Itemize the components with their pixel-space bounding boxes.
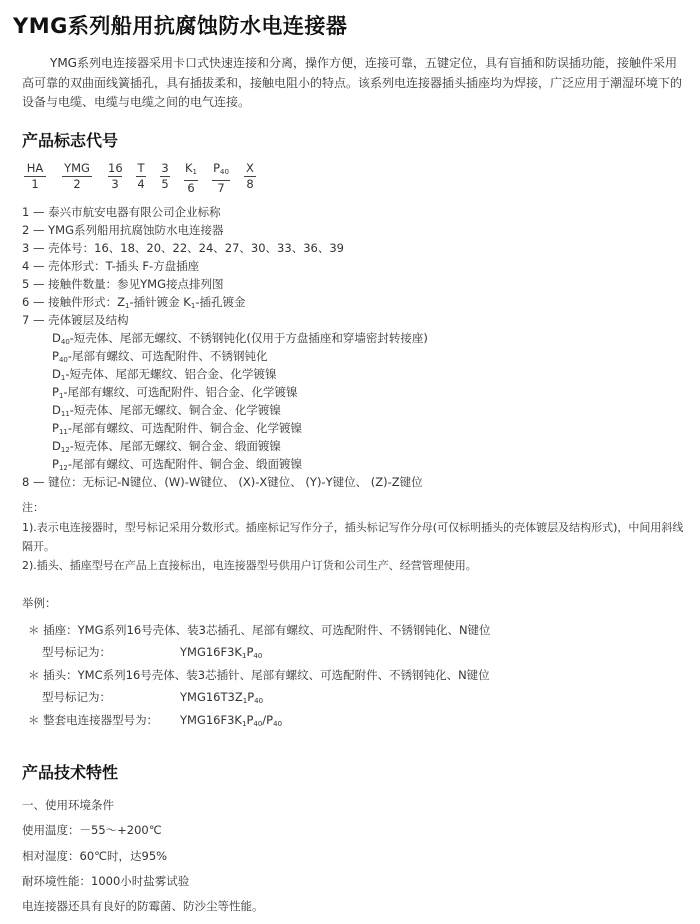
page-title: YMG系列船用抗腐蚀防水电连接器 (13, 14, 348, 38)
example-2: ＊ 插头：YMC系列16号壳体、装3芯插针、尾部有螺纹、可选配附件、不锈钢钝化、N键位 (28, 668, 490, 682)
code-item-4: 4 — 壳体形式：T-插头 F-方盘插座 (22, 259, 200, 273)
example-2-model: $YMG16T3Z_1P_{40}$ (180, 690, 264, 705)
spec-line: 电连接器还具有良好的防霉菌、防沙尘等性能。 (22, 899, 264, 913)
env-conditions-heading: 一、使用环境条件 (22, 798, 114, 812)
example-1-label: 型号标记为： (42, 645, 111, 659)
example-1: ＊ 插座：YMG系列16号壳体、装3芯插孔、尾部有螺纹、可选配附件、不锈钢钝化、N键位 (28, 623, 491, 637)
plating-row: $D_{11}-$短壳体、尾部无螺纹、铜合金、化学镀镍 (52, 403, 281, 418)
plating-row: $D_1-$短壳体、尾部无螺纹、铝合金、化学镀镍 (52, 367, 277, 382)
section-title-code: 产品标志代号 (22, 131, 119, 150)
code-part-5: 3 5 (161, 161, 169, 191)
examples-label: 举例： (22, 596, 57, 610)
section-title-tech: 产品技术特性 (22, 763, 119, 782)
code-part-2: YMG 2 (62, 162, 92, 191)
plating-row: $P_{40}-$尾部有螺纹、可选配附件、不锈钢钝化 (52, 349, 268, 364)
spec-line: 使用温度：－55～+200℃ (22, 823, 162, 837)
code-item-8: 8 — 键位：无标记-N键位、(W)-W键位、 (X)-X键位、 (Y)-Y键位、 (Z)-Z键位 (22, 475, 423, 489)
notes-label: 注： (22, 501, 44, 514)
note-2: 2).插头、插座型号在产品上直接标出，电连接器型号供用户订货和公司生产、经营管理使用。 (22, 559, 477, 572)
plating-row: $P_1-$尾部有螺纹、可选配附件、铝合金、化学镀镍 (52, 385, 298, 400)
spec-line: 耐环境性能：1000小时盐雾试验 (22, 874, 190, 888)
note-1: 1).表示电连接器时，型号标记采用分数形式。插座标记写作分子，插头标记写作分母(可仅标明插头的壳体镀层及结构形式)，中间用斜线隔开。 (22, 521, 684, 553)
plating-row: $P_{11}-$尾部有螺纹、可选配附件、铜合金、化学镀镍 (52, 421, 303, 436)
plating-row: $D_{12}-$短壳体、尾部无螺纹、铜合金、缎面镀镍 (52, 439, 281, 454)
example-1-model: $YMG16F3K_1P_{40}$ (180, 645, 263, 660)
example-3-label: ＊ 整套电连接器型号为： (28, 713, 159, 727)
code-item-7: 7 — 壳体镀层及结构 (22, 313, 129, 327)
code-part-6: $K_1$ 6 (184, 161, 197, 195)
code-item-3: 3 — 壳体号：16、18、20、22、24、27、30、33、36、39 (22, 241, 344, 255)
example-3-model: $YMG16F3K_1P_{40}/P_{40}$ (180, 713, 283, 728)
plating-row: $P_{12}-$尾部有螺纹、可选配附件、铜合金、缎面镀镍 (52, 457, 303, 472)
code-part-1: HA 1 (24, 162, 46, 191)
code-part-8: X 8 (244, 162, 256, 191)
plating-row: $D_{40}-$短壳体、尾部无螺纹、不锈钢钝化(仅用于方盘插座和穿墙密封转接座) (52, 331, 428, 346)
code-item-5: 5 — 接触件数量：参见YMG接点排列图 (22, 277, 224, 291)
code-item-1: 1 — 泰兴市航安电器有限公司企业标称 (22, 205, 221, 219)
intro-paragraph: YMG系列电连接器采用卡口式快速连接和分离，操作方便，连接可靠，五键定位，具有盲插和防误插功能，接触件采用高可靠的双曲面线簧插孔，具有插拔柔和，接触电阻小的特点。该系列电连接器插头插座均为焊接，广泛应用于潮湿环境下的设备与电缆、电缆与电缆之间的电气连接。 (22, 56, 683, 109)
code-item-2: 2 — YMG系列船用抗腐蚀防水电连接器 (22, 223, 224, 237)
code-item-6: 6 — 接触件形式：$Z_1-$插针镀金 $K_1-$插孔镀金 (22, 295, 246, 310)
example-2-label: 型号标记为： (42, 690, 111, 704)
product-code-fraction (24, 161, 344, 195)
code-part-7: $P_{40}$ 7 (213, 161, 229, 195)
code-part-3: 16 3 (108, 161, 123, 191)
code-part-4: T 4 (137, 161, 145, 191)
spec-line: 相对湿度：60℃时，达95% (22, 849, 168, 863)
